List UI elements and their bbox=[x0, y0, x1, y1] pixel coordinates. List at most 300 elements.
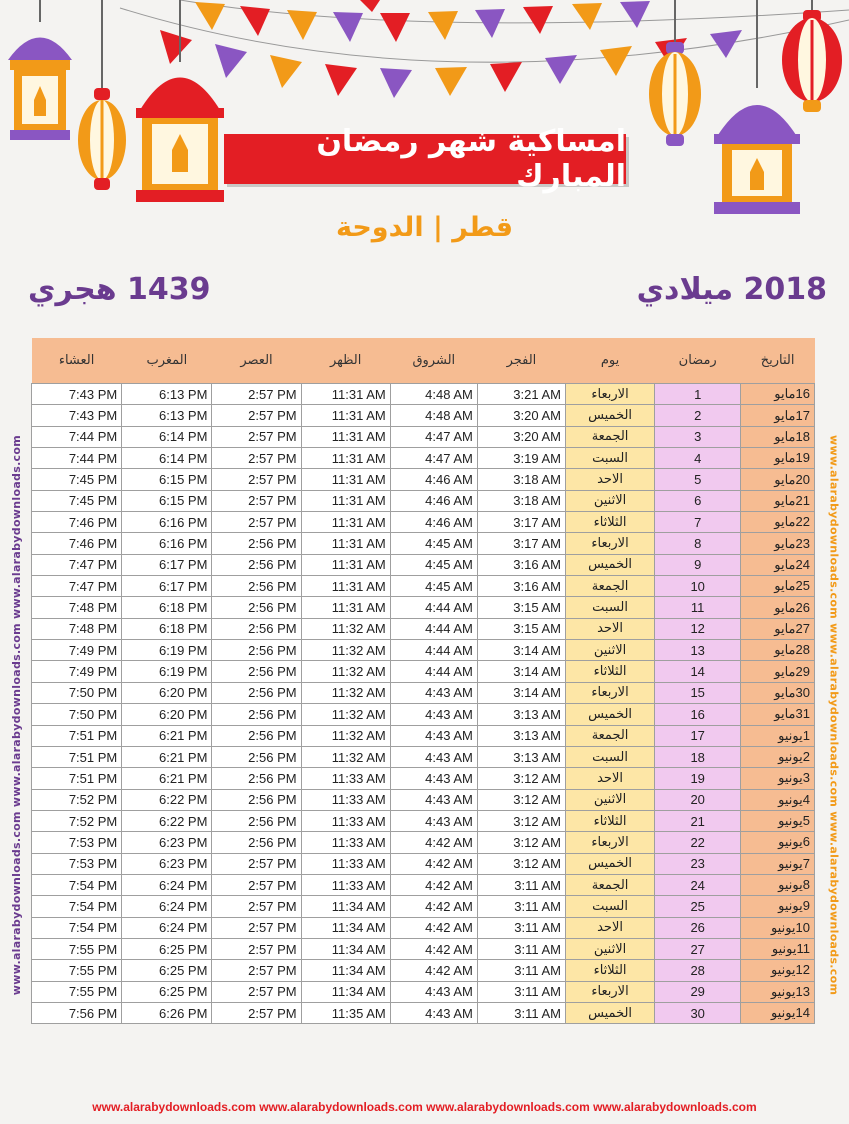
table-row bbox=[32, 981, 815, 1002]
cell-asr: 2:57 PM bbox=[212, 981, 301, 1002]
cell-maghrib: 6:14 PM bbox=[122, 448, 212, 469]
cell-date: 1يونيو bbox=[741, 725, 815, 746]
cell-fajr: 3:20 AM bbox=[477, 405, 565, 426]
table-row bbox=[32, 832, 815, 853]
ramadan-schedule-table bbox=[31, 338, 815, 1024]
cell-asr: 2:57 PM bbox=[212, 448, 301, 469]
table-row bbox=[32, 533, 815, 554]
cell-dhuhr: 11:31 AM bbox=[301, 384, 390, 405]
cell-maghrib: 6:21 PM bbox=[122, 725, 212, 746]
cell-dhuhr: 11:35 AM bbox=[301, 1002, 390, 1023]
table-row bbox=[32, 1002, 815, 1023]
cell-weekday: الاثنين bbox=[565, 789, 654, 810]
table-row bbox=[32, 768, 815, 789]
cell-fajr: 3:20 AM bbox=[477, 426, 565, 447]
cell-asr: 2:57 PM bbox=[212, 1002, 301, 1023]
cell-weekday: الخميس bbox=[565, 554, 654, 575]
cell-sunrise: 4:44 AM bbox=[390, 597, 477, 618]
cell-ramadan-day: 5 bbox=[655, 469, 741, 490]
table-row bbox=[32, 426, 815, 447]
cell-weekday: الاربعاء bbox=[565, 832, 654, 853]
cell-maghrib: 6:25 PM bbox=[122, 960, 212, 981]
cell-maghrib: 6:16 PM bbox=[122, 533, 212, 554]
cell-isha: 7:53 PM bbox=[32, 832, 122, 853]
cell-isha: 7:56 PM bbox=[32, 1002, 122, 1023]
cell-dhuhr: 11:33 AM bbox=[301, 810, 390, 831]
cell-asr: 2:56 PM bbox=[212, 618, 301, 639]
cell-fajr: 3:19 AM bbox=[477, 448, 565, 469]
cell-isha: 7:52 PM bbox=[32, 810, 122, 831]
cell-weekday: الاحد bbox=[565, 618, 654, 639]
cell-maghrib: 6:20 PM bbox=[122, 682, 212, 703]
cell-isha: 7:54 PM bbox=[32, 896, 122, 917]
cell-sunrise: 4:45 AM bbox=[390, 554, 477, 575]
cell-isha: 7:52 PM bbox=[32, 789, 122, 810]
cell-fajr: 3:13 AM bbox=[477, 704, 565, 725]
cell-asr: 2:56 PM bbox=[212, 554, 301, 575]
cell-fajr: 3:14 AM bbox=[477, 682, 565, 703]
cell-date: 26مايو bbox=[741, 597, 815, 618]
side-watermark-right-text: www.alarabydownloads.com www.alarabydownloads.com www.alarabydownloads.com bbox=[827, 434, 841, 996]
cell-maghrib: 6:17 PM bbox=[122, 576, 212, 597]
cell-weekday: الثلاثاء bbox=[565, 512, 654, 533]
cell-ramadan-day: 3 bbox=[655, 426, 741, 447]
cell-dhuhr: 11:32 AM bbox=[301, 725, 390, 746]
table-row bbox=[32, 405, 815, 426]
cell-ramadan-day: 22 bbox=[655, 832, 741, 853]
cell-maghrib: 6:18 PM bbox=[122, 618, 212, 639]
cell-date: 18مايو bbox=[741, 426, 815, 447]
cell-maghrib: 6:26 PM bbox=[122, 1002, 212, 1023]
table-row bbox=[32, 810, 815, 831]
cell-sunrise: 4:44 AM bbox=[390, 661, 477, 682]
cell-date: 7يونيو bbox=[741, 853, 815, 874]
cell-ramadan-day: 28 bbox=[655, 960, 741, 981]
cell-weekday: السبت bbox=[565, 896, 654, 917]
cell-isha: 7:50 PM bbox=[32, 704, 122, 725]
lantern-icon bbox=[78, 0, 126, 190]
cell-isha: 7:45 PM bbox=[32, 469, 122, 490]
cell-asr: 2:57 PM bbox=[212, 469, 301, 490]
cell-date: 12يونيو bbox=[741, 960, 815, 981]
cell-asr: 2:57 PM bbox=[212, 490, 301, 511]
cell-isha: 7:44 PM bbox=[32, 448, 122, 469]
cell-weekday: السبت bbox=[565, 746, 654, 767]
cell-asr: 2:56 PM bbox=[212, 768, 301, 789]
cell-maghrib: 6:15 PM bbox=[122, 490, 212, 511]
cell-maghrib: 6:16 PM bbox=[122, 512, 212, 533]
cell-sunrise: 4:42 AM bbox=[390, 896, 477, 917]
cell-weekday: الجمعة bbox=[565, 426, 654, 447]
cell-isha: 7:51 PM bbox=[32, 746, 122, 767]
cell-sunrise: 4:43 AM bbox=[390, 725, 477, 746]
cell-maghrib: 6:25 PM bbox=[122, 938, 212, 959]
cell-dhuhr: 11:31 AM bbox=[301, 469, 390, 490]
cell-dhuhr: 11:34 AM bbox=[301, 896, 390, 917]
cell-ramadan-day: 23 bbox=[655, 853, 741, 874]
cell-weekday: السبت bbox=[565, 448, 654, 469]
lantern-icon bbox=[782, 0, 842, 112]
cell-maghrib: 6:21 PM bbox=[122, 768, 212, 789]
cell-weekday: الاحد bbox=[565, 768, 654, 789]
cell-asr: 2:57 PM bbox=[212, 874, 301, 895]
cell-asr: 2:57 PM bbox=[212, 853, 301, 874]
cell-date: 9يونيو bbox=[741, 896, 815, 917]
cell-fajr: 3:18 AM bbox=[477, 469, 565, 490]
lantern-icon bbox=[136, 0, 224, 202]
table-row bbox=[32, 725, 815, 746]
cell-asr: 2:57 PM bbox=[212, 938, 301, 959]
cell-weekday: الثلاثاء bbox=[565, 960, 654, 981]
cell-ramadan-day: 8 bbox=[655, 533, 741, 554]
cell-dhuhr: 11:33 AM bbox=[301, 832, 390, 853]
cell-date: 28مايو bbox=[741, 640, 815, 661]
cell-asr: 2:56 PM bbox=[212, 810, 301, 831]
cell-date: 13يونيو bbox=[741, 981, 815, 1002]
cell-sunrise: 4:44 AM bbox=[390, 640, 477, 661]
cell-sunrise: 4:48 AM bbox=[390, 384, 477, 405]
cell-sunrise: 4:43 AM bbox=[390, 981, 477, 1002]
cell-ramadan-day: 9 bbox=[655, 554, 741, 575]
cell-ramadan-day: 27 bbox=[655, 938, 741, 959]
cell-sunrise: 4:43 AM bbox=[390, 789, 477, 810]
table-row bbox=[32, 554, 815, 575]
cell-fajr: 3:11 AM bbox=[477, 874, 565, 895]
cell-asr: 2:56 PM bbox=[212, 704, 301, 725]
cell-sunrise: 4:47 AM bbox=[390, 448, 477, 469]
cell-dhuhr: 11:31 AM bbox=[301, 405, 390, 426]
cell-fajr: 3:15 AM bbox=[477, 618, 565, 639]
cell-weekday: الجمعة bbox=[565, 576, 654, 597]
cell-date: 23مايو bbox=[741, 533, 815, 554]
cell-date: 25مايو bbox=[741, 576, 815, 597]
cell-asr: 2:56 PM bbox=[212, 533, 301, 554]
cell-sunrise: 4:46 AM bbox=[390, 469, 477, 490]
cell-isha: 7:48 PM bbox=[32, 597, 122, 618]
cell-maghrib: 6:13 PM bbox=[122, 405, 212, 426]
cell-isha: 7:47 PM bbox=[32, 576, 122, 597]
cell-weekday: الاربعاء bbox=[565, 682, 654, 703]
cell-dhuhr: 11:31 AM bbox=[301, 448, 390, 469]
cell-fajr: 3:16 AM bbox=[477, 576, 565, 597]
cell-weekday: الثلاثاء bbox=[565, 810, 654, 831]
table-row bbox=[32, 746, 815, 767]
cell-sunrise: 4:42 AM bbox=[390, 853, 477, 874]
cell-date: 8يونيو bbox=[741, 874, 815, 895]
cell-isha: 7:49 PM bbox=[32, 661, 122, 682]
cell-ramadan-day: 15 bbox=[655, 682, 741, 703]
cell-weekday: الاربعاء bbox=[565, 384, 654, 405]
cell-asr: 2:56 PM bbox=[212, 832, 301, 853]
cell-weekday: الاحد bbox=[565, 469, 654, 490]
cell-weekday: الاثنين bbox=[565, 938, 654, 959]
table-row bbox=[32, 917, 815, 938]
cell-fajr: 3:11 AM bbox=[477, 938, 565, 959]
cell-ramadan-day: 11 bbox=[655, 597, 741, 618]
cell-date: 22مايو bbox=[741, 512, 815, 533]
table-row bbox=[32, 661, 815, 682]
cell-weekday: الخميس bbox=[565, 704, 654, 725]
cell-maghrib: 6:23 PM bbox=[122, 832, 212, 853]
cell-weekday: الاحد bbox=[565, 917, 654, 938]
cell-date: 31مايو bbox=[741, 704, 815, 725]
cell-weekday: الخميس bbox=[565, 1002, 654, 1023]
cell-isha: 7:54 PM bbox=[32, 917, 122, 938]
cell-fajr: 3:17 AM bbox=[477, 512, 565, 533]
cell-dhuhr: 11:34 AM bbox=[301, 960, 390, 981]
cell-isha: 7:51 PM bbox=[32, 768, 122, 789]
cell-fajr: 3:21 AM bbox=[477, 384, 565, 405]
cell-sunrise: 4:43 AM bbox=[390, 746, 477, 767]
bottom-watermark: www.alarabydownloads.com www.alarabydownloads.com www.alarabydownloads.com www.alarabydownloads.com bbox=[92, 1100, 757, 1114]
cell-fajr: 3:15 AM bbox=[477, 597, 565, 618]
cell-asr: 2:57 PM bbox=[212, 917, 301, 938]
cell-ramadan-day: 14 bbox=[655, 661, 741, 682]
cell-asr: 2:56 PM bbox=[212, 682, 301, 703]
cell-asr: 2:56 PM bbox=[212, 597, 301, 618]
cell-date: 10يونيو bbox=[741, 917, 815, 938]
cell-isha: 7:54 PM bbox=[32, 874, 122, 895]
table-row bbox=[32, 512, 815, 533]
header-asr: العصر bbox=[212, 338, 301, 384]
cell-maghrib: 6:24 PM bbox=[122, 896, 212, 917]
cell-maghrib: 6:18 PM bbox=[122, 597, 212, 618]
cell-date: 19مايو bbox=[741, 448, 815, 469]
header-ramadan: رمضان bbox=[655, 338, 741, 384]
header-dhuhr: الظهر bbox=[301, 338, 390, 384]
cell-fajr: 3:17 AM bbox=[477, 533, 565, 554]
cell-sunrise: 4:42 AM bbox=[390, 938, 477, 959]
side-watermark-right bbox=[824, 345, 844, 1085]
cell-dhuhr: 11:31 AM bbox=[301, 490, 390, 511]
cell-weekday: السبت bbox=[565, 597, 654, 618]
cell-weekday: الاربعاء bbox=[565, 981, 654, 1002]
cell-ramadan-day: 13 bbox=[655, 640, 741, 661]
table-row bbox=[32, 448, 815, 469]
cell-isha: 7:47 PM bbox=[32, 554, 122, 575]
cell-fajr: 3:13 AM bbox=[477, 725, 565, 746]
cell-date: 6يونيو bbox=[741, 832, 815, 853]
cell-isha: 7:53 PM bbox=[32, 853, 122, 874]
side-watermark-left bbox=[6, 345, 26, 1085]
table-row bbox=[32, 789, 815, 810]
cell-dhuhr: 11:33 AM bbox=[301, 874, 390, 895]
table-row bbox=[32, 469, 815, 490]
cell-isha: 7:44 PM bbox=[32, 426, 122, 447]
cell-weekday: الجمعة bbox=[565, 874, 654, 895]
cell-ramadan-day: 20 bbox=[655, 789, 741, 810]
decoration-header bbox=[0, 0, 849, 240]
hijri-year: 1439 هجري bbox=[28, 272, 211, 307]
cell-asr: 2:56 PM bbox=[212, 661, 301, 682]
cell-maghrib: 6:19 PM bbox=[122, 640, 212, 661]
cell-date: 14يونيو bbox=[741, 1002, 815, 1023]
cell-dhuhr: 11:32 AM bbox=[301, 746, 390, 767]
cell-weekday: الجمعة bbox=[565, 725, 654, 746]
cell-fajr: 3:12 AM bbox=[477, 853, 565, 874]
cell-asr: 2:57 PM bbox=[212, 896, 301, 917]
table-row bbox=[32, 597, 815, 618]
cell-ramadan-day: 25 bbox=[655, 896, 741, 917]
cell-dhuhr: 11:31 AM bbox=[301, 533, 390, 554]
cell-date: 2يونيو bbox=[741, 746, 815, 767]
table-row bbox=[32, 938, 815, 959]
header-sunrise: الشروق bbox=[390, 338, 477, 384]
header-maghrib: المغرب bbox=[122, 338, 212, 384]
cell-date: 5يونيو bbox=[741, 810, 815, 831]
table-row bbox=[32, 874, 815, 895]
cell-isha: 7:50 PM bbox=[32, 682, 122, 703]
cell-date: 17مايو bbox=[741, 405, 815, 426]
cell-date: 30مايو bbox=[741, 682, 815, 703]
cell-asr: 2:56 PM bbox=[212, 725, 301, 746]
table-row bbox=[32, 960, 815, 981]
cell-date: 20مايو bbox=[741, 469, 815, 490]
cell-fajr: 3:16 AM bbox=[477, 554, 565, 575]
cell-sunrise: 4:44 AM bbox=[390, 618, 477, 639]
cell-fajr: 3:13 AM bbox=[477, 746, 565, 767]
cell-ramadan-day: 2 bbox=[655, 405, 741, 426]
table-row bbox=[32, 384, 815, 405]
cell-sunrise: 4:42 AM bbox=[390, 832, 477, 853]
cell-maghrib: 6:24 PM bbox=[122, 874, 212, 895]
cell-isha: 7:43 PM bbox=[32, 405, 122, 426]
cell-weekday: الثلاثاء bbox=[565, 661, 654, 682]
cell-asr: 2:57 PM bbox=[212, 405, 301, 426]
cell-date: 16مايو bbox=[741, 384, 815, 405]
cell-asr: 2:57 PM bbox=[212, 426, 301, 447]
cell-isha: 7:55 PM bbox=[32, 938, 122, 959]
cell-dhuhr: 11:34 AM bbox=[301, 981, 390, 1002]
cell-maghrib: 6:22 PM bbox=[122, 789, 212, 810]
table-row bbox=[32, 853, 815, 874]
cell-sunrise: 4:48 AM bbox=[390, 405, 477, 426]
cell-asr: 2:56 PM bbox=[212, 576, 301, 597]
cell-ramadan-day: 21 bbox=[655, 810, 741, 831]
cell-sunrise: 4:47 AM bbox=[390, 426, 477, 447]
cell-fajr: 3:11 AM bbox=[477, 960, 565, 981]
cell-fajr: 3:12 AM bbox=[477, 768, 565, 789]
cell-fajr: 3:11 AM bbox=[477, 896, 565, 917]
cell-maghrib: 6:19 PM bbox=[122, 661, 212, 682]
table-row bbox=[32, 704, 815, 725]
cell-maghrib: 6:24 PM bbox=[122, 917, 212, 938]
cell-ramadan-day: 24 bbox=[655, 874, 741, 895]
cell-ramadan-day: 18 bbox=[655, 746, 741, 767]
cell-ramadan-day: 4 bbox=[655, 448, 741, 469]
cell-isha: 7:48 PM bbox=[32, 618, 122, 639]
cell-fajr: 3:14 AM bbox=[477, 661, 565, 682]
cell-date: 27مايو bbox=[741, 618, 815, 639]
cell-ramadan-day: 30 bbox=[655, 1002, 741, 1023]
table-row bbox=[32, 682, 815, 703]
cell-weekday: الاثنين bbox=[565, 640, 654, 661]
table-body bbox=[32, 384, 815, 1024]
cell-dhuhr: 11:34 AM bbox=[301, 938, 390, 959]
cell-isha: 7:55 PM bbox=[32, 960, 122, 981]
cell-date: 21مايو bbox=[741, 490, 815, 511]
cell-maghrib: 6:14 PM bbox=[122, 426, 212, 447]
cell-asr: 2:57 PM bbox=[212, 384, 301, 405]
cell-dhuhr: 11:32 AM bbox=[301, 640, 390, 661]
cell-dhuhr: 11:32 AM bbox=[301, 704, 390, 725]
cell-sunrise: 4:43 AM bbox=[390, 704, 477, 725]
cell-ramadan-day: 7 bbox=[655, 512, 741, 533]
cell-dhuhr: 11:33 AM bbox=[301, 853, 390, 874]
cell-sunrise: 4:46 AM bbox=[390, 512, 477, 533]
cell-fajr: 3:12 AM bbox=[477, 832, 565, 853]
cell-maghrib: 6:21 PM bbox=[122, 746, 212, 767]
cell-fajr: 3:14 AM bbox=[477, 640, 565, 661]
cell-dhuhr: 11:32 AM bbox=[301, 661, 390, 682]
cell-asr: 2:57 PM bbox=[212, 512, 301, 533]
cell-sunrise: 4:45 AM bbox=[390, 576, 477, 597]
cell-ramadan-day: 26 bbox=[655, 917, 741, 938]
cell-fajr: 3:12 AM bbox=[477, 789, 565, 810]
cell-sunrise: 4:42 AM bbox=[390, 874, 477, 895]
cell-date: 29مايو bbox=[741, 661, 815, 682]
cell-dhuhr: 11:32 AM bbox=[301, 618, 390, 639]
cell-weekday: الخميس bbox=[565, 853, 654, 874]
cell-isha: 7:55 PM bbox=[32, 981, 122, 1002]
cell-maghrib: 6:17 PM bbox=[122, 554, 212, 575]
cell-isha: 7:46 PM bbox=[32, 533, 122, 554]
table-header-row bbox=[32, 338, 815, 384]
cell-ramadan-day: 16 bbox=[655, 704, 741, 725]
cell-maghrib: 6:15 PM bbox=[122, 469, 212, 490]
cell-isha: 7:46 PM bbox=[32, 512, 122, 533]
cell-ramadan-day: 29 bbox=[655, 981, 741, 1002]
cell-dhuhr: 11:33 AM bbox=[301, 768, 390, 789]
cell-dhuhr: 11:31 AM bbox=[301, 426, 390, 447]
cell-maghrib: 6:25 PM bbox=[122, 981, 212, 1002]
gregorian-year: 2018 ميلادي bbox=[636, 272, 827, 307]
cell-dhuhr: 11:31 AM bbox=[301, 576, 390, 597]
cell-isha: 7:51 PM bbox=[32, 725, 122, 746]
bunting-flags-icon bbox=[120, 0, 849, 98]
header-fajr: الفجر bbox=[477, 338, 565, 384]
cell-asr: 2:56 PM bbox=[212, 746, 301, 767]
cell-sunrise: 4:43 AM bbox=[390, 1002, 477, 1023]
cell-date: 24مايو bbox=[741, 554, 815, 575]
cell-maghrib: 6:13 PM bbox=[122, 384, 212, 405]
cell-dhuhr: 11:31 AM bbox=[301, 512, 390, 533]
cell-sunrise: 4:45 AM bbox=[390, 533, 477, 554]
cell-ramadan-day: 19 bbox=[655, 768, 741, 789]
cell-maghrib: 6:20 PM bbox=[122, 704, 212, 725]
cell-ramadan-day: 10 bbox=[655, 576, 741, 597]
cell-isha: 7:43 PM bbox=[32, 384, 122, 405]
cell-date: 11يونيو bbox=[741, 938, 815, 959]
cell-date: 3يونيو bbox=[741, 768, 815, 789]
cell-sunrise: 4:43 AM bbox=[390, 810, 477, 831]
cell-weekday: الخميس bbox=[565, 405, 654, 426]
cell-weekday: الاثنين bbox=[565, 490, 654, 511]
cell-fajr: 3:12 AM bbox=[477, 810, 565, 831]
table-row bbox=[32, 618, 815, 639]
header-day: يوم bbox=[565, 338, 654, 384]
table-row bbox=[32, 576, 815, 597]
header-date: التاريخ bbox=[741, 338, 815, 384]
cell-sunrise: 4:43 AM bbox=[390, 768, 477, 789]
cell-dhuhr: 11:31 AM bbox=[301, 554, 390, 575]
cell-ramadan-day: 6 bbox=[655, 490, 741, 511]
cell-weekday: الاربعاء bbox=[565, 533, 654, 554]
cell-isha: 7:45 PM bbox=[32, 490, 122, 511]
cell-fajr: 3:11 AM bbox=[477, 1002, 565, 1023]
page-title: امساكية شهر رمضان المبارك bbox=[224, 134, 626, 184]
cell-maghrib: 6:23 PM bbox=[122, 853, 212, 874]
